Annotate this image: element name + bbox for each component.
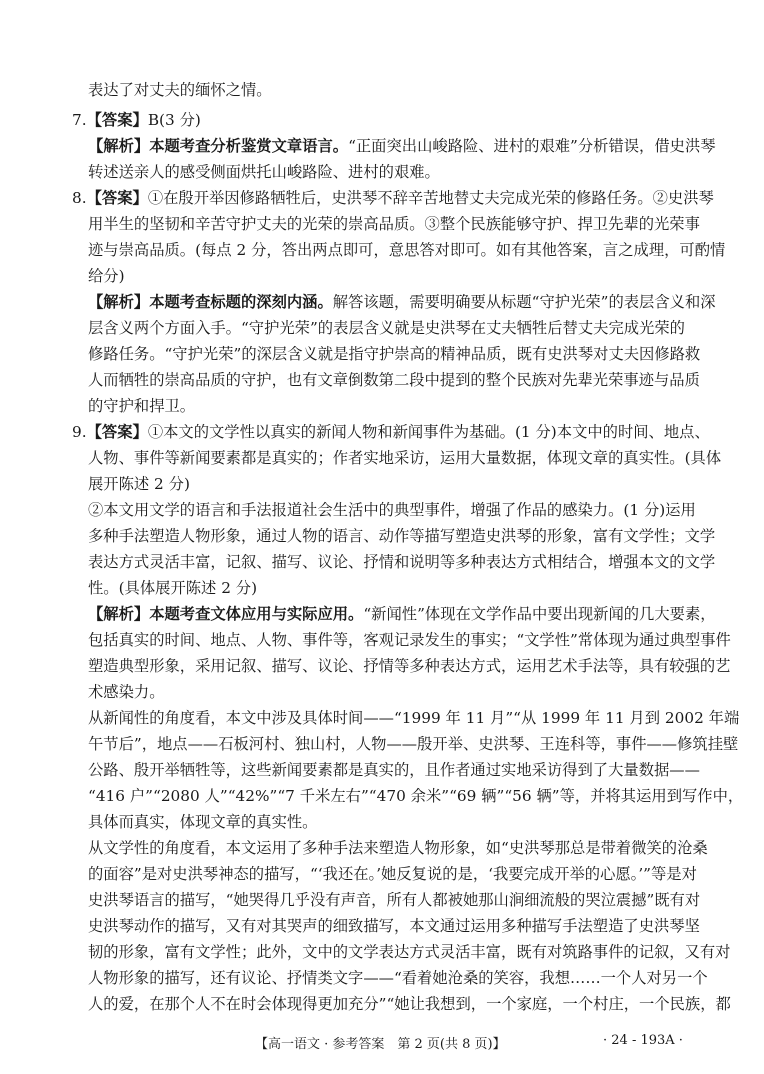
question-number: 8. bbox=[72, 189, 87, 207]
page-footer-label: 【高一语文 · 参考答案 第 2 页(共 8 页)】 bbox=[255, 1037, 506, 1052]
answer-tag: 【答案】 bbox=[86, 423, 148, 441]
text-line: 的守护和捍卫。 bbox=[88, 397, 196, 415]
answer-tag: 【答案】 bbox=[86, 111, 148, 129]
question-8-explanation bbox=[88, 292, 716, 312]
text-line: 人的爱，在那个人不在时会体现得更加充分”“她让我想到，一个家庭，一个村庄，一个民族，都 bbox=[88, 995, 731, 1013]
text-line: 术感染力。 bbox=[88, 683, 165, 701]
question-number: 7. bbox=[72, 111, 87, 129]
text-line: 具体而真实，体现文章的真实性。 bbox=[88, 813, 318, 831]
text-line: ②本文用文学的语言和手法报道社会生活中的典型事件，增强了作品的感染力。(1 分)运用 bbox=[88, 501, 696, 519]
text-line: 给分) bbox=[88, 267, 125, 285]
text-line: 表达了对丈夫的缅怀之情。 bbox=[88, 81, 272, 99]
question-number: 9. bbox=[72, 423, 87, 441]
explanation-tag: 【解析】本题考查标题的深刻内涵。 bbox=[88, 293, 333, 311]
answer-text: ①本文的文学性以真实的新闻人物和新闻事件为基础。(1 分)本文中的时间、地点、 bbox=[147, 423, 710, 441]
text-line: 多种手法塑造人物形象，通过人物的语言、动作等描写塑造史洪琴的形象，富有文学性；文学 bbox=[88, 527, 716, 545]
explanation-tag: 【解析】本题考查文体应用与实际应用。 bbox=[88, 605, 364, 623]
answer-tag: 【答案】 bbox=[86, 189, 148, 207]
question-9-answer-line bbox=[72, 422, 710, 442]
question-9-explanation bbox=[88, 604, 716, 624]
text-line: 性。(具体展开陈述 2 分) bbox=[88, 579, 258, 597]
document-code: · 24 - 193A · bbox=[603, 1033, 683, 1048]
text-line: 从文学性的角度看，本文运用了多种手法来塑造人物形象，如“史洪琴那总是带着微笑的沧桑 bbox=[88, 839, 708, 857]
question-8-answer-line bbox=[72, 188, 714, 208]
answer-text: ①在殷开举因修路牺牲后，史洪琴不辞辛苦地替丈夫完成光荣的修路任务。②史洪琴 bbox=[147, 189, 714, 207]
text-line: 塑造典型形象，采用记叙、描写、议论、抒情等多种表达方式，运用艺术手法等，具有较强的艺 bbox=[88, 657, 731, 675]
text-line: 用半生的坚韧和辛苦守护丈夫的光荣的崇高品质。③整个民族能够守护、捍卫先辈的光荣事 bbox=[88, 215, 700, 233]
answer-text: B(3 分) bbox=[147, 111, 201, 129]
text-line: 公路、殷开举牺牲等，这些新闻要素都是真实的，且作者通过实地采访得到了大量数据—— bbox=[88, 761, 700, 779]
text-line: 人物形象的描写，还有议论、抒情类文字——“看着她沧桑的笑容，我想……一个人对另一个 bbox=[88, 969, 708, 987]
text-line: 史洪琴语言的描写，“她哭得几乎没有声音，所有人都被她那山涧细流般的哭泣震撼”既有对 bbox=[88, 891, 701, 909]
text-line: 迹与崇高品质。(每点 2 分，答出两点即可，意思答对即可。如有其他答案，言之成理，可酌情 bbox=[88, 241, 726, 259]
text-line: 层含义两个方面入手。“守护光荣”的表层含义就是史洪琴在丈夫牺牲后替丈夫完成光荣的 bbox=[88, 319, 685, 337]
text-line: 表达方式灵活丰富，记叙、描写、议论、抒情和说明等多种表达方式相结合，增强本文的文学 bbox=[88, 553, 716, 571]
question-7-explanation bbox=[88, 136, 716, 156]
explanation-text: “正面突出山峻路险、进村的艰难”分析错误，借史洪琴 bbox=[348, 137, 716, 155]
text-line: 人物、事件等新闻要素都是真实的；作者实地采访，运用大量数据，体现文章的真实性。(具体 bbox=[88, 449, 722, 467]
explanation-text: “新闻性”体现在文学作品中要出现新闻的几大要素， bbox=[363, 605, 716, 623]
text-line: 展开陈述 2 分) bbox=[88, 475, 190, 493]
text-line: 从新闻性的角度看，本文中涉及具体时间——“1999 年 11 月”“从 1999 年 11 月到 2002 年端 bbox=[88, 709, 740, 727]
text-line: 人而牺牲的崇高品质的守护，也有文章倒数第二段中提到的整个民族对先辈光荣事迹与品质 bbox=[88, 371, 700, 389]
text-line: 的面容”是对史洪琴神态的描写，“‘我还在。’她反复说的是，‘我要完成开举的心愿。’”等是对 bbox=[88, 865, 697, 883]
text-line: 史洪琴动作的描写，又有对其哭声的细致描写，本文通过运用多种描写手法塑造了史洪琴坚 bbox=[88, 917, 700, 935]
explanation-text: 解答该题，需要明确要从标题“守护光荣”的表层含义和深 bbox=[332, 293, 716, 311]
text-line: 修路任务。“守护光荣”的深层含义就是指守护崇高的精神品质，既有史洪琴对丈夫因修路救 bbox=[88, 345, 701, 363]
text-line: 转述送亲人的感受侧面烘托山峻路险、进村的艰难。 bbox=[88, 163, 440, 181]
explanation-tag: 【解析】本题考查分析鉴赏文章语言。 bbox=[88, 137, 349, 155]
text-line: “416 户”“2080 人”“42%”“7 千米左右”“470 余米”“69 辆”“56 辆”等，并将其运用到写作中， bbox=[88, 787, 744, 805]
text-line: 包括真实的时间、地点、人物、事件等，客观记录发生的事实；“文学性”常体现为通过典型事件 bbox=[88, 631, 731, 649]
text-line: 午节后”，地点——石板河村、独山村，人物——殷开举、史洪琴、王连科等，事件——修筑挂壁 bbox=[88, 735, 739, 753]
text-line: 韧的形象，富有文学性；此外，文中的文学表达方式灵活丰富，既有对筑路事件的记叙，又有对 bbox=[88, 943, 731, 961]
question-7-answer-line bbox=[72, 110, 201, 130]
